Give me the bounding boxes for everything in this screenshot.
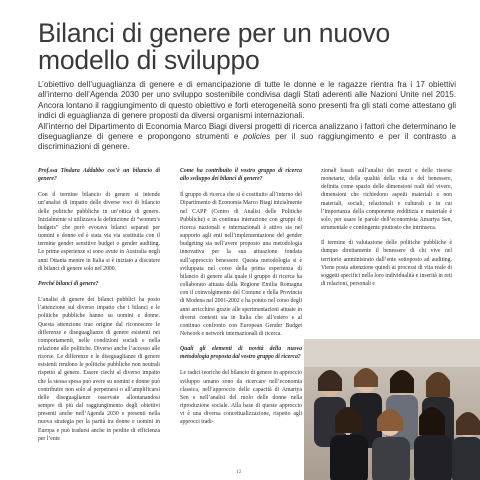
text-column-1	[38, 167, 160, 450]
interview-answer: Il gruppo di ricerca che si è costituito all’interno del Dipartimento di Economia Marco Biagi inizialmente nel CAPP (Centro di Analisi delle Politiche Pubbliche) e in continua interazione con gruppi di ricerca nazionali e internazionali è attivo sia nel supporto agli enti nell’implementazione del gender budgeting sia nell’avere proposto una metodologia innovativa per la sua attuazione fondata sull’approccio benessere. Questa metodologia si è sviluppata nel corso della prima esperienza di bilancio di genere alla quale il gruppo di ricerca ha collaborato attuata dalla Regione Emilia Romagna con il coinvolgimento del Comune e della Provincia di Modena nel 2001-2002 e ha potuto nel corso degli anni arricchirsi grazie alle sperimentazioni attuate in diversi contesti sia in Italia che all’estero e al continuo confronto con European Gender Budget Network e network internazionali di ricerca.	[180, 192, 302, 337]
interview-answer: Con il termine bilancio di genere si intende un’analisi di impatto delle diverse voci di bilancio delle politiche pubbliche in un’ottica di genere. Inizialmente si utilizzava la definizione di “women’s budgets” che però evocava bilanci separati per uomini e donne ed è stata via via sostituita con il termine gender sensitive budget o gender auditing. Le prime esperienze si sono avute in Australia negli anni Ottanta mentre in Italia si è iniziato a discutere di bilanci di genere solo nel 2000.	[38, 192, 160, 272]
article-intro	[38, 80, 456, 153]
interview-answer: zionali basati sull’analisi dei mezzi e delle risorse monetarie, della qualità della vita e del benessere, definita come spazio delle dimensioni reali del vivere, dimensioni che richiedono aspetti materiali e non materiali, sociali, relazionali e culturali e in cui l’importanza della componente redditizia e materiale è solo, per usare le parole dell’economista Amartya Sen, strumentale e contingente piuttosto che intrinseca.	[321, 168, 452, 232]
interview-question: Come ha contribuito il vostro gruppo di ricerca allo sviluppo dei bilanci di genere?	[180, 168, 302, 183]
interview-answer: L’analisi di genere dei bilanci pubblici ha posto l’attenzione sul diverso impatto che i bilanci e le politiche pubbliche hanno su uomini e donne. Questa attenzione trae origine dal riconoscere le differenze e diseguaglianze di genere esistenti nei comportamenti, nelle condizioni sociali e nella relazione alle politiche. Diverso anche l’accesso alle risorse. Le differenze e le diseguaglianze di genere esistenti rendono le politiche pubbliche non neutrali rispetto al genere. Essere ciechi al diverso impatto che la stessa spesa può avere su uomini e donne può contribuire non solo al perpetrarsi o all’amplificarsi delle diseguaglianze osservate allontanandosi sempre di più dal raggiungimento degli obiettivi presenti anche nell’Agenda 2030 e presenti nella nuova strategia per la parità tra donne e uomini in Europa e può tradursi anche in perdite di efficienza per l’ente	[38, 297, 160, 442]
intro-paragraph: All’interno del Dipartimento di Economia Marco Biagi diversi progetti di ricerca analizzano i fattori che determinano le diseguaglianze di genere e propongono strumenti e policies per il suo raggiungimento e per il contrasto a discriminazioni di genere.	[38, 121, 456, 152]
interview-question: Perché bilanci di genere?	[38, 280, 99, 287]
interview-answer: Il termine di valutazione delle politiche pubbliche è dunque direttamente il benessere di chi vive nel territorio amministrato dall’ente sottoposto ad auditing. Viene posta attenzione quindi ai processi di vita reale di soggetti specifici nella loro individualità e inserità in reti di relazioni, personali e	[321, 240, 452, 288]
text-column-3	[321, 167, 452, 295]
interview-answer: Le radici teoriche del bilancio di genere in approccio sviluppo umano sono da ricercare nell’economia classica, nell’approccio delle capacità di Amartya Sen e nell’analisi del ruolo delle donne nella riproduzione sociale. Alla base di queste approccio vi è una diversa concettualizzazione, rispetto agli approcci tradi-	[180, 370, 302, 426]
article-title: Bilanci di genere per un nuovo modello di sviluppo	[38, 18, 390, 75]
interview-question: Quali gli elementi di novità della nuova metodologia proposta dal vostro gruppo di ricerca?	[180, 346, 302, 361]
intro-paragraph: L’obiettivo dell’uguaglianza di genere e di emancipazione di tutte le donne e le ragazze rientra fra i 17 obiettivi all’interno dell’Agenda 2030 per uno sviluppo sostenibile condivisa dagli Stati aderenti alle Nazioni Unite nel 2015. Ancora lontano il raggiungimento di questo obiettivo e forti eterogeneità sono presenti fra gli stati come attestano gli indici di eguaglianza di genere proposti da diversi organismi internazionali.	[38, 80, 456, 121]
page-number: 12	[236, 469, 242, 475]
interview-question: Prof.ssa Tindara Addabbo cos’è un bilancio di genere?	[38, 168, 160, 183]
text-column-2	[180, 167, 302, 434]
research-group-photo	[304, 339, 480, 480]
group-photo-illustration	[304, 339, 480, 480]
